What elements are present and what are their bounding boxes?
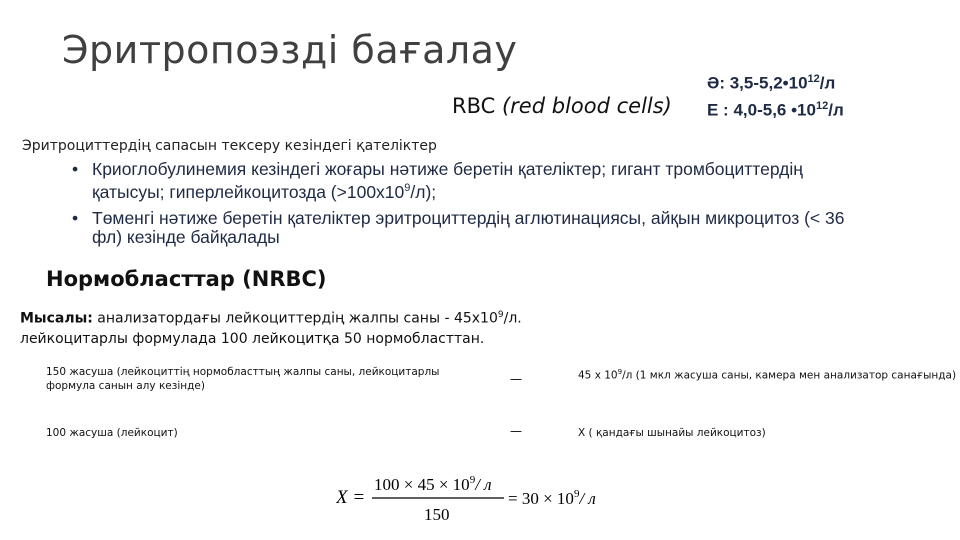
errors-heading: Эритроциттердің сапасын тексеру кезіндегі қателіктер	[22, 138, 437, 154]
example-label: Мысалы:	[20, 310, 93, 327]
bullet-text-1: Криоглобулинемия кезіндегі жоғары нәтиже беретін қателіктер; гигант тромбоциттердің қатысуы; гиперлейкоцитозда (>100х10	[92, 159, 803, 202]
bullet-text-1-exp: 9	[404, 182, 411, 194]
formula-numerator-exp: 9	[469, 474, 476, 486]
rbc-abbreviation: RBC	[452, 94, 496, 118]
rbc-full-name: (red blood cells)	[501, 94, 672, 118]
proportion-row-1-value: 45 х 10	[578, 369, 618, 382]
range-female-unit: •10	[782, 73, 808, 93]
range-male	[707, 95, 844, 122]
bullet-icon: •	[72, 207, 79, 228]
proportion-row-1-note: /л (1 мкл жасуша саны, камера мен анализатор санағында)	[622, 369, 957, 382]
range-female	[707, 68, 844, 95]
formula-result-exp: 9	[573, 488, 580, 500]
errors-list	[70, 160, 870, 254]
proportion-row-2-right: Х ( қандағы шынайы лейкоцитоз)	[578, 427, 766, 439]
reference-ranges	[707, 68, 844, 121]
example-line-1	[20, 305, 522, 329]
slide-title: Эритропоэзді бағалау	[62, 28, 518, 72]
example-block	[20, 305, 522, 349]
range-female-suffix: /л	[819, 73, 836, 93]
range-female-value: Ә: 3,5-5,2	[707, 73, 783, 93]
proportion-row-1-left: 150 жасуша (лейкоциттің нормобласттың жалпы саны, лейкоцитарлы формула санын алу кезінде)	[46, 366, 440, 392]
proportion-row-1-dash: —	[510, 372, 522, 386]
example-line-1-exp: 9	[497, 310, 504, 320]
proportion-row-2-dash: —	[510, 424, 522, 438]
range-male-value: Е : 4,0-5,6	[707, 100, 792, 120]
list-item	[70, 209, 870, 247]
formula-denominator: 150	[424, 505, 450, 524]
range-female-exp: 12	[807, 73, 820, 85]
list-item	[70, 160, 870, 202]
range-male-exp: 12	[815, 99, 829, 112]
range-male-suffix: /л	[828, 100, 844, 120]
formula-numerator	[374, 474, 492, 494]
bullet-text-2: Төменгі нәтиже беретін қателіктер эритроциттердің аглютинациясы, айқын микроцитоз (< 36 фл) кезінде байқалады	[92, 207, 845, 247]
proportion-row-2-left: 100 жасуша (лейкоцит)	[46, 427, 178, 439]
example-line-2: лейкоцитарлы формулада 100 лейкоцитқа 50 нормобласттан.	[20, 330, 485, 347]
formula-result	[508, 488, 596, 508]
nrbc-heading: Нормобласттар (NRBC)	[46, 267, 327, 291]
range-male-unit: •10	[791, 100, 816, 120]
rbc-label	[452, 94, 672, 118]
bullet-icon: •	[72, 159, 79, 179]
formula-lhs: X =	[336, 487, 366, 508]
formula-numerator-text: 100 × 45 × 10	[374, 475, 470, 494]
proportion-row-1-right	[578, 365, 956, 383]
bullet-text-1-end: /л);	[410, 181, 437, 202]
proportion-row-1-exp: 9	[617, 368, 623, 376]
formula	[336, 470, 626, 526]
formula-numerator-unit: / л	[475, 475, 492, 494]
formula-result-unit: / л	[579, 489, 596, 508]
formula-result-text: = 30 × 10	[508, 489, 574, 508]
example-line-1-end: /л.	[503, 310, 522, 327]
example-line-1-text: анализатордағы лейкоциттердің жалпы саны - 45х10	[92, 310, 498, 327]
